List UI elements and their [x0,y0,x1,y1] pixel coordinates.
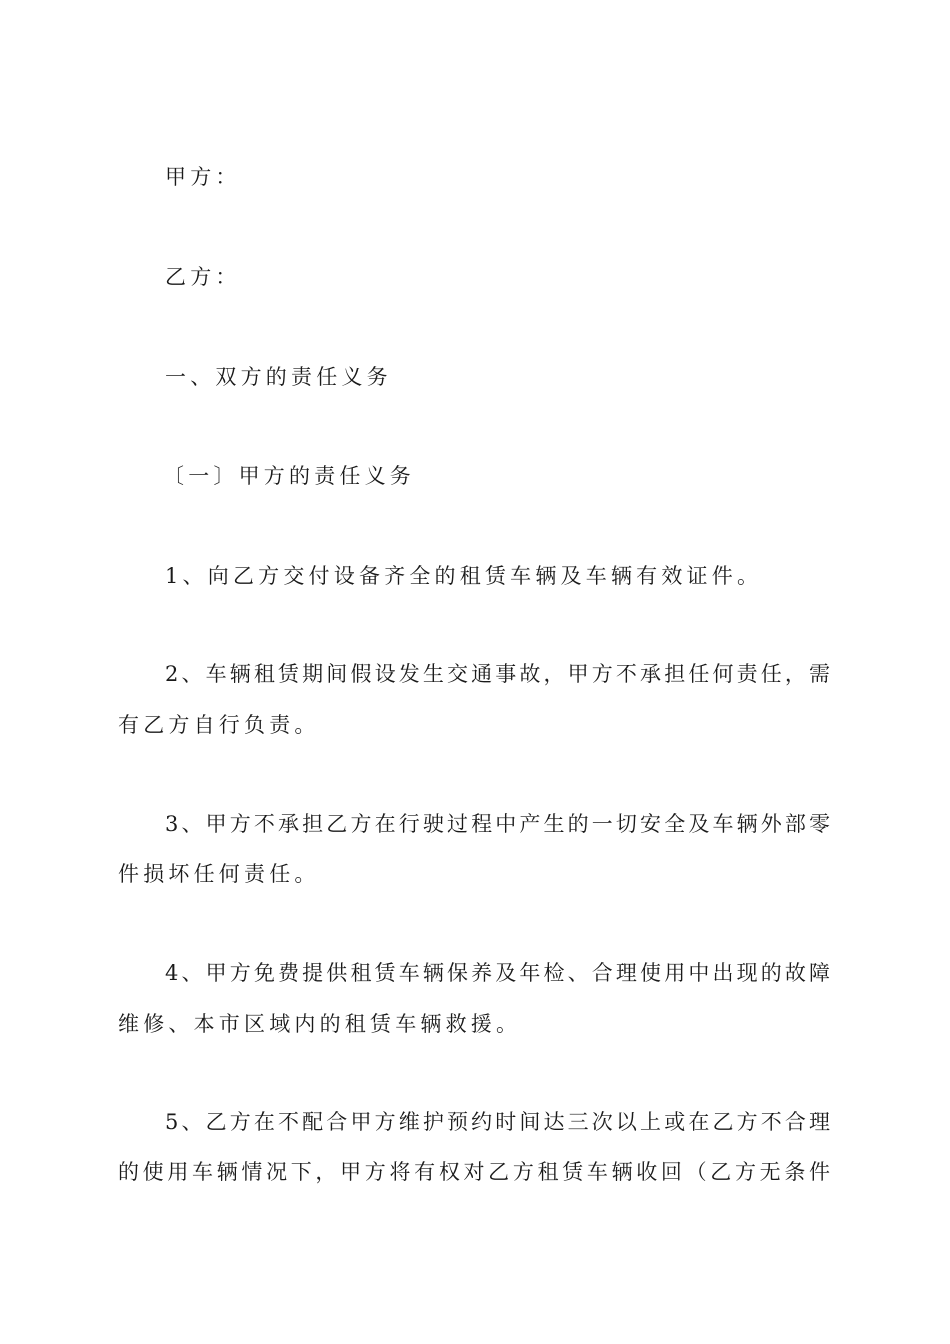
clause-2-line-2: 有乙方自行负责。 [118,713,320,737]
clause-5-line-2: 的使用车辆情况下，甲方将有权对乙方租赁车辆收回（乙方无条件 [118,1160,830,1184]
clause-5-line-1: 5、乙方在不配合甲方维护预约时间达三次以上或在乙方不合理 [165,1110,830,1134]
clause-1-line-1: 1、向乙方交付设备齐全的租赁车辆及车辆有效证件。 [165,564,763,588]
clause-4-line-1: 4、甲方免费提供租赁车辆保养及年检、合理使用中出现的故障 [165,961,830,985]
party-b-label: 乙方： [165,265,241,289]
section-heading: 一、双方的责任义务 [165,365,392,389]
clause-3-line-2: 件损坏任何责任。 [118,862,320,886]
clause-3-line-1: 3、甲方不承担乙方在行驶过程中产生的一切安全及车辆外部零 [165,812,830,836]
clause-2-line-1: 2、车辆租赁期间假设发生交通事故，甲方不承担任何责任，需 [165,662,830,686]
clause-4-line-2: 维修、本市区域内的租赁车辆救援。 [118,1012,522,1036]
party-a-label: 甲方： [165,165,241,189]
subsection-heading: 〔一〕甲方的责任义务 [163,464,415,488]
